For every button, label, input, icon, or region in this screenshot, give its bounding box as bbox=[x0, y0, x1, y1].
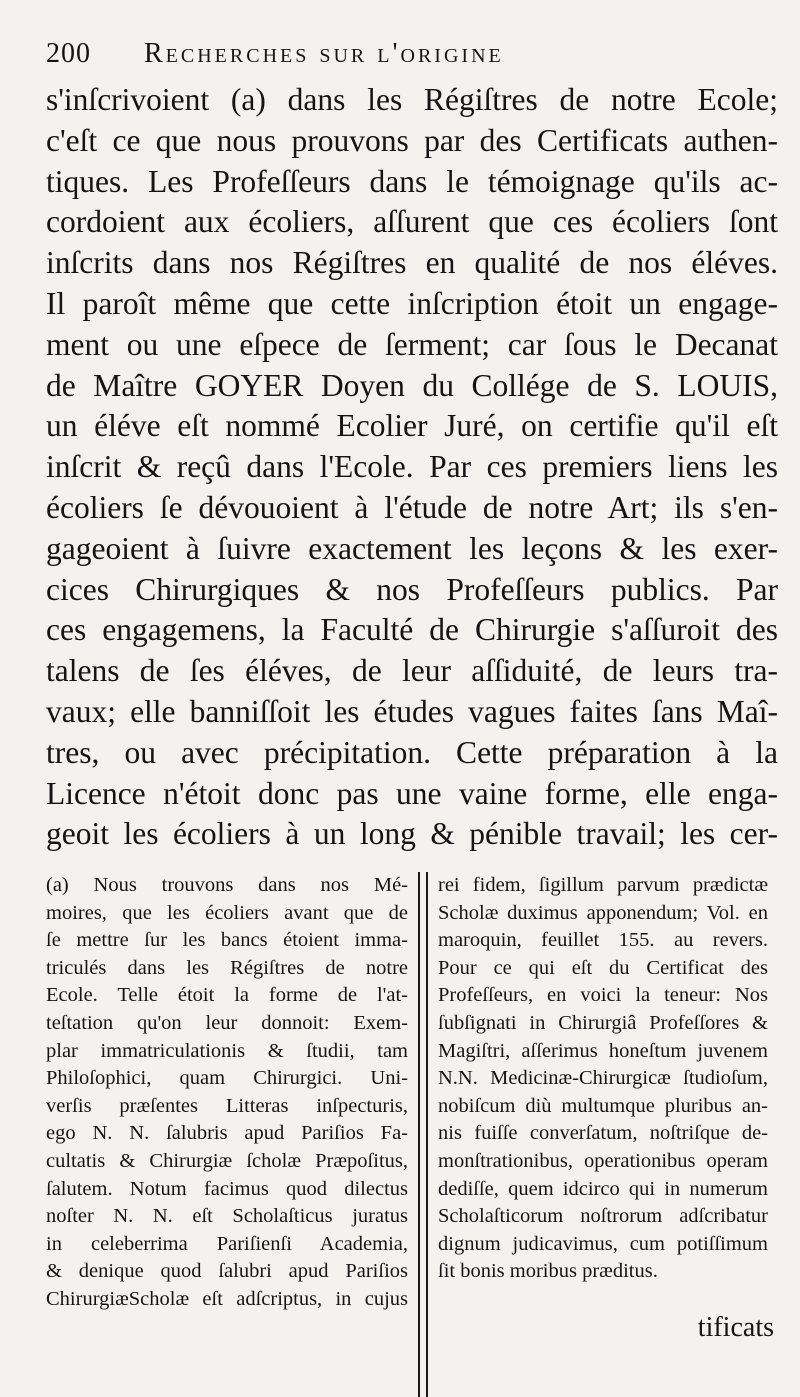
footnote-line: triculés dans les Régiſtres de notre bbox=[46, 956, 408, 979]
footnote-line: Scholaſticorum noſtrorum adſcribatur bbox=[438, 1205, 768, 1228]
body-line: vaux; elle banniſſoit les études vagues faites ſans Maî- bbox=[46, 693, 778, 729]
running-head bbox=[46, 38, 778, 78]
footnote-line: dignum judicavimus, cum potiſſimum bbox=[438, 1232, 768, 1255]
body-line: ces engagemens, la Faculté de Chirurgie s'aſſuroit des bbox=[46, 612, 778, 648]
footnote-line: N.N. Medicinæ-Chirurgicæ ſtudioſum, bbox=[438, 1067, 768, 1090]
footnote-line: rei fidem, ſigillum parvum prædictæ bbox=[438, 874, 768, 896]
body-line: tiques. Les Profeſſeurs dans le témoignage qu'ils ac- bbox=[46, 163, 778, 199]
body-line: tres, ou avec précipitation. Cette préparation à la bbox=[46, 734, 778, 770]
body-line: de Maître GOYER Doyen du Collége de S. LOUIS, bbox=[46, 367, 778, 403]
footnote-line: in celeberrima Pariſienſi Academia, bbox=[46, 1232, 408, 1255]
footnote-line: verſis præſentes Litteras inſpecturis, bbox=[46, 1094, 408, 1117]
footnote-line: ſe mettre ſur les bancs étoient imma- bbox=[46, 929, 408, 952]
footnote-line: Pour ce qui eſt du Certificat des bbox=[438, 956, 768, 979]
body-line: c'eſt ce que nous prouvons par des Certificats authen- bbox=[46, 122, 778, 158]
footnote-line: nobiſcum diù multumque pluribus an- bbox=[438, 1094, 768, 1117]
body-line: geoit les écoliers à un long & pénible travail; les cer- bbox=[46, 816, 778, 852]
footnote-line: Profeſſeurs, en voici la teneur: Nos bbox=[438, 984, 768, 1007]
footnote-line: Scholæ duximus apponendum; Vol. en bbox=[438, 901, 768, 924]
footnote-line: monſtrationibus, operationibus operam bbox=[438, 1149, 768, 1172]
footnote-line: & denique quod ſalubri apud Pariſios bbox=[46, 1260, 408, 1283]
footnote-line: dediſſe, quem idcirco qui in numerum bbox=[438, 1177, 768, 1200]
footnote-line: teſtation qu'on leur donnoit: Exem- bbox=[46, 1011, 408, 1034]
body-line: Il paroît même que cette inſcription étoit un engage- bbox=[46, 285, 778, 321]
footnote-line: (a) Nous trouvons dans nos Mé- bbox=[46, 874, 408, 896]
footnote-line: cultatis & Chirurgiæ ſcholæ Præpoſitus, bbox=[46, 1149, 408, 1172]
footnote-line: noſter N. N. eſt Scholaſticus juratus bbox=[46, 1205, 408, 1228]
footnote-left-column bbox=[46, 872, 418, 1397]
body-line: s'inſcrivoient (a) dans les Régiſtres de notre Ecole; bbox=[46, 82, 778, 117]
body-line: ment ou une eſpece de ſerment; car ſous le Decanat bbox=[46, 326, 778, 362]
body-line: écoliers ſe dévouoient à l'étude de notre Art; ils s'en- bbox=[46, 489, 778, 525]
body-line: gageoient à ſuivre exactement les leçons & les exer- bbox=[46, 530, 778, 566]
footnote-line: Ecole. Telle étoit la forme de l'at- bbox=[46, 984, 408, 1007]
running-title: Recherches sur l'origine bbox=[144, 38, 504, 69]
body-line: Licence n'étoit donc pas une vaine forme, elle enga- bbox=[46, 775, 778, 811]
column-divider bbox=[418, 872, 428, 1397]
footnote-line: ego N. N. ſalubris apud Pariſios Fa- bbox=[46, 1122, 408, 1145]
body-line: cordoient aux écoliers, aſſurent que ces écoliers ſont bbox=[46, 204, 778, 240]
footnote-line: Magiſtri, aſſerimus honeſtum juvenem bbox=[438, 1039, 768, 1062]
footnote-line: nis fuiſſe converſatum, noſtriſque de- bbox=[438, 1122, 768, 1145]
footnote-line: Philoſophici, quam Chirurgici. Uni- bbox=[46, 1067, 408, 1090]
body-line: inſcrit & reçû dans l'Ecole. Par ces premiers liens les bbox=[46, 449, 778, 485]
footnote-line: plar immatriculationis & ſtudii, tam bbox=[46, 1039, 408, 1062]
body-line: talens de ſes éléves, de leur aſſiduité, de leurs tra- bbox=[46, 653, 778, 689]
page-number: 200 bbox=[46, 38, 91, 69]
footnote-line: ſalutem. Notum facimus quod dilectus bbox=[46, 1177, 408, 1200]
footnote-line: ChirurgiæScholæ eſt adſcriptus, in cujus bbox=[46, 1287, 408, 1310]
body-line: un éléve eſt nommé Ecolier Juré, on certifie qu'il eſt bbox=[46, 408, 778, 444]
footnote-line: ſit bonis moribus præditus. bbox=[438, 1260, 658, 1283]
footnote-line: ſubſignati in Chirurgiâ Profeſſores & bbox=[438, 1011, 768, 1034]
body-text bbox=[46, 80, 778, 855]
body-line: cices Chirurgiques & nos Profeſſeurs publics. Par bbox=[46, 571, 778, 607]
body-line: inſcrits dans nos Régiſtres en qualité de nos éléves. bbox=[46, 245, 778, 281]
footnote-line: maroquin, feuillet 155. au revers. bbox=[438, 929, 768, 952]
catchword: tificats bbox=[697, 1312, 774, 1343]
footnotes bbox=[46, 872, 778, 1397]
footnote-line: moires, que les écoliers avant que de bbox=[46, 901, 408, 924]
